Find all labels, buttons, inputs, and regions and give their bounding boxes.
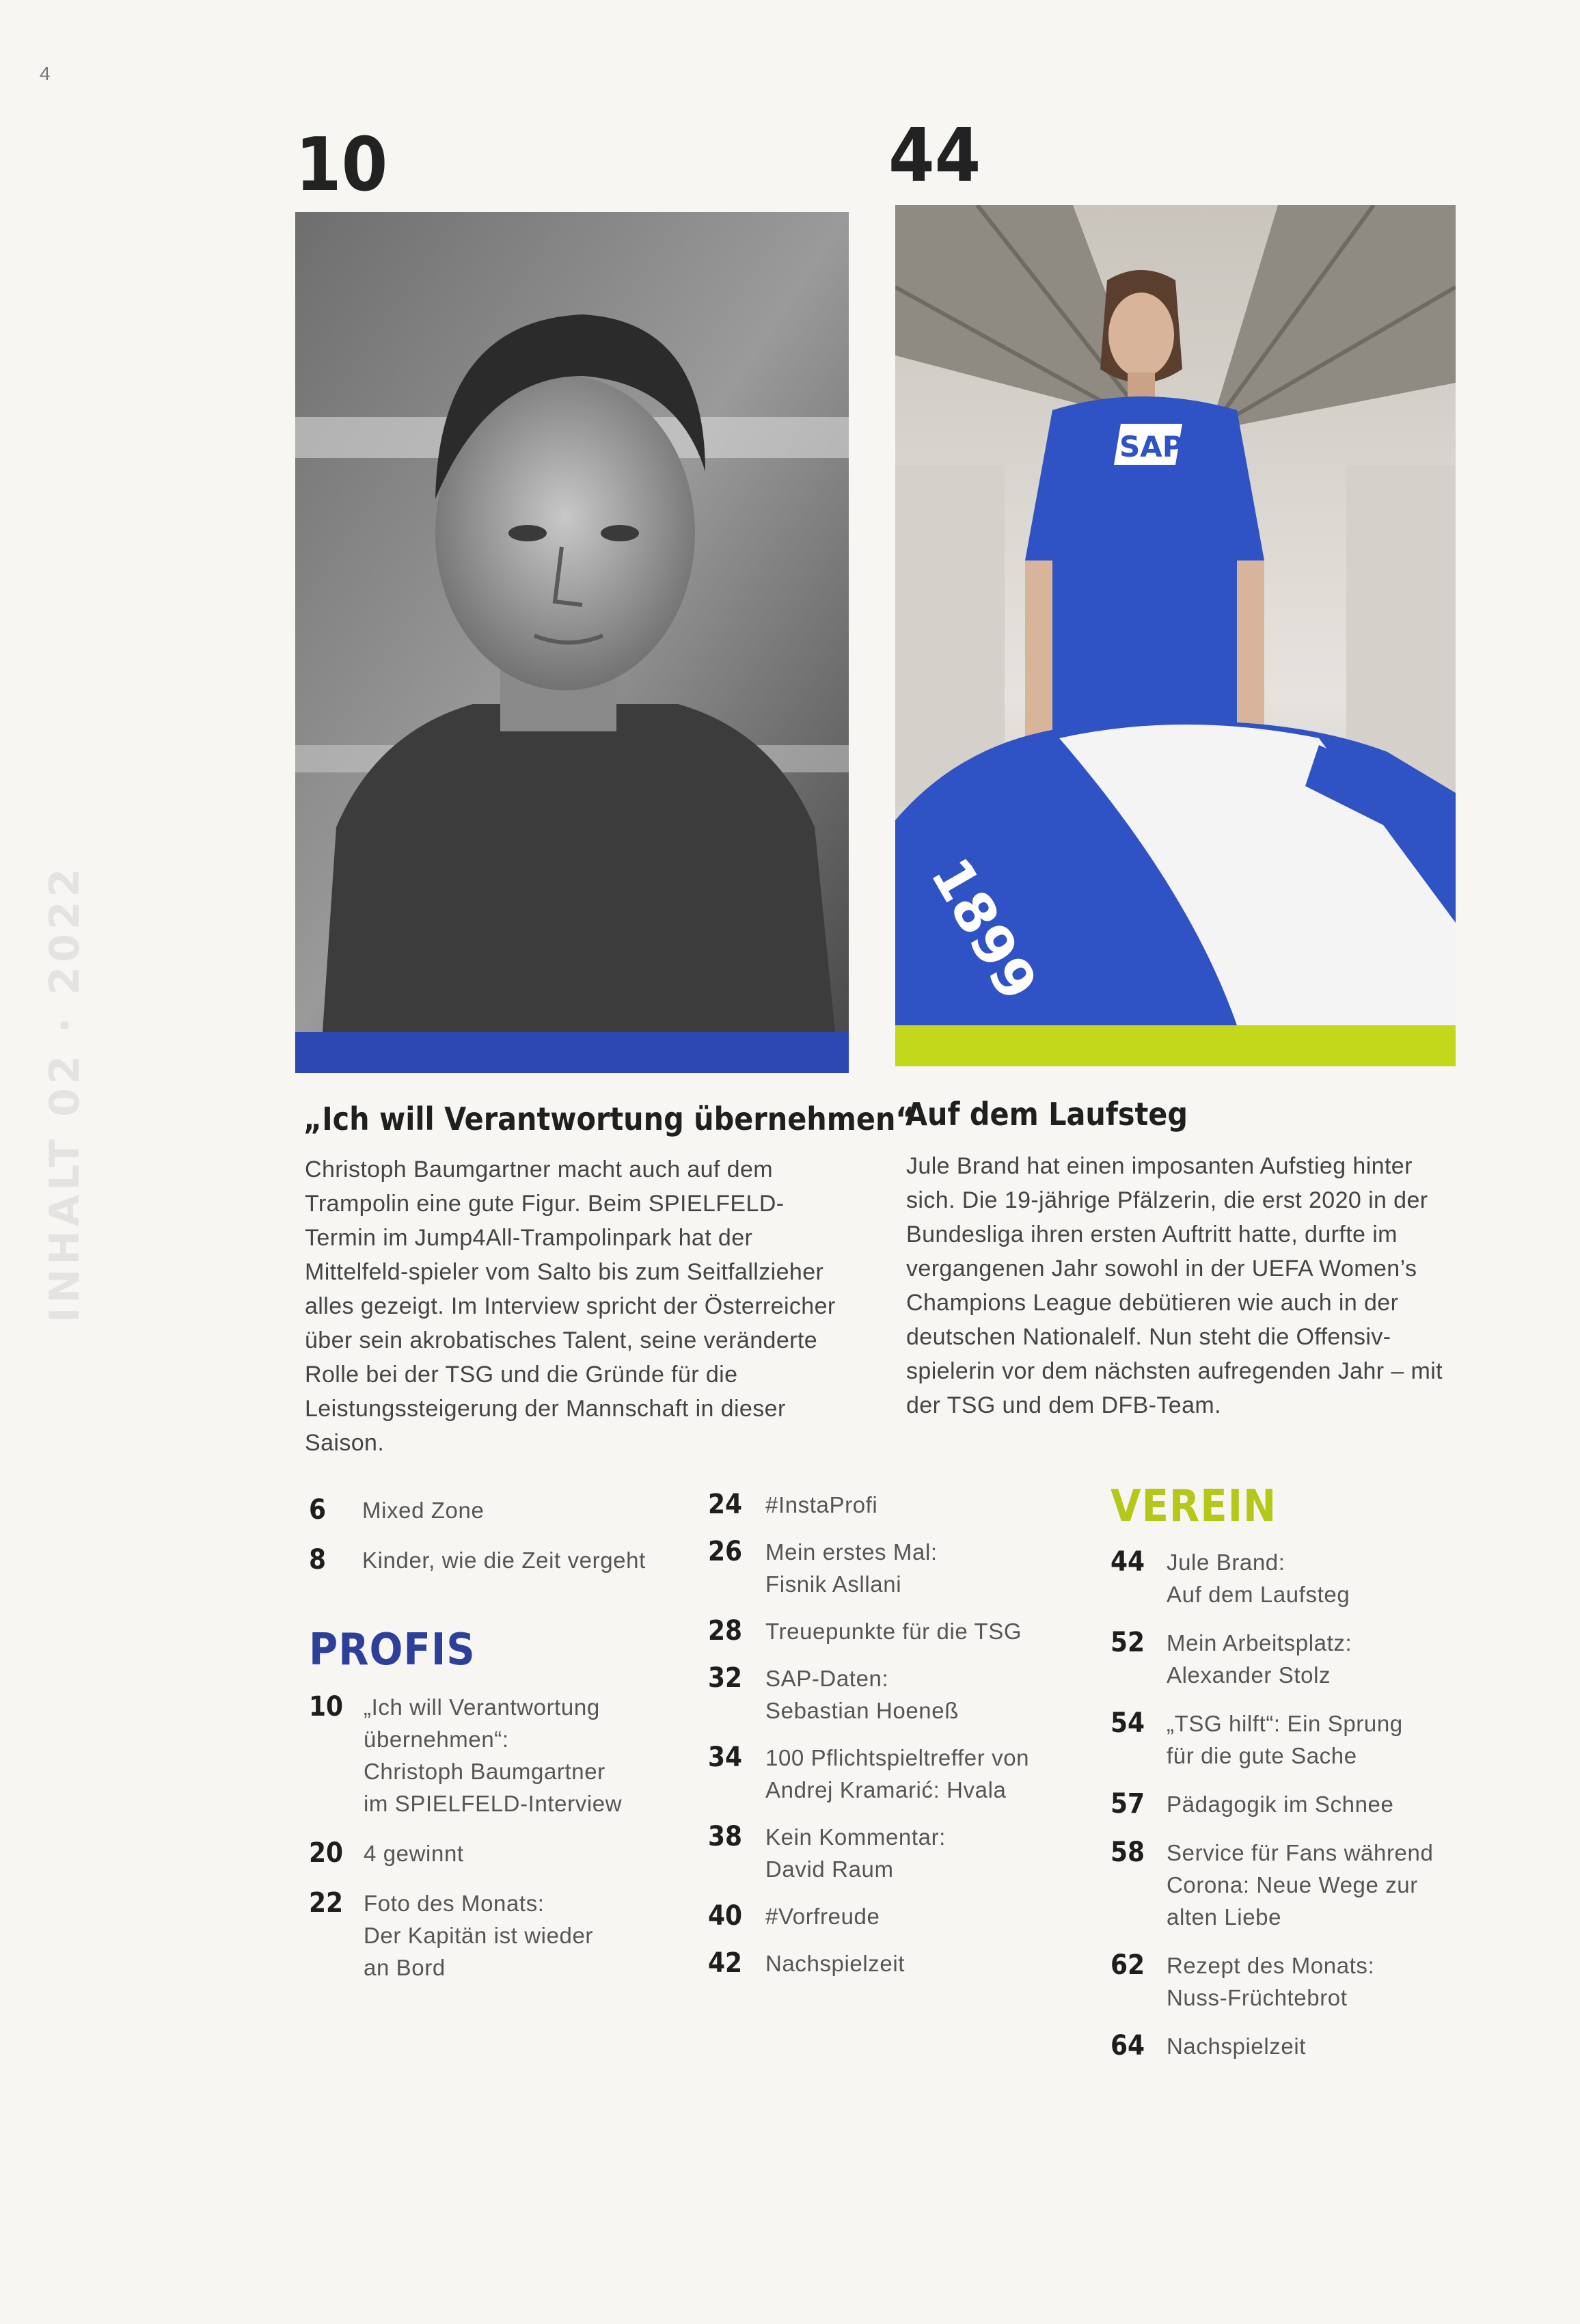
toc-page-number: 58 xyxy=(1111,1837,1145,1868)
toc-entry[interactable] xyxy=(708,1615,1091,1647)
section-heading-verein: VEREIN xyxy=(1111,1481,1277,1532)
toc-entry-verein[interactable] xyxy=(1111,2030,1507,2062)
toc-entry-verein[interactable] xyxy=(1111,1837,1507,1933)
player-with-flag-illustration xyxy=(895,205,1456,1025)
toc-entry-title: Kein Kommentar: David Raum xyxy=(765,1824,946,1882)
toc-page-number: 24 xyxy=(708,1489,743,1520)
toc-entry-verein[interactable] xyxy=(1111,1627,1507,1691)
toc-page-number: 28 xyxy=(708,1615,743,1647)
toc-entry-title: „TSG hilft“: Ein Sprung für die gute Sache xyxy=(1167,1711,1403,1768)
toc-entry-verein[interactable] xyxy=(1111,1949,1507,2014)
toc-page-number: 64 xyxy=(1111,2030,1145,2062)
toc-entry[interactable] xyxy=(708,1742,1091,1806)
toc-page-number: 42 xyxy=(708,1947,743,1979)
toc-entry-profis[interactable] xyxy=(309,1691,692,1820)
toc-entry[interactable] xyxy=(708,1947,1091,1980)
toc-entry-title: SAP-Daten: Sebastian Hoeneß xyxy=(765,1666,959,1723)
toc-page-number: 26 xyxy=(708,1536,743,1567)
toc-entry-title: „Ich will Verantwortung übernehmen“: Christoph Baumgartner im SPIELFELD-Interview xyxy=(364,1694,623,1816)
feature-2-title[interactable]: Auf dem Laufsteg xyxy=(905,1096,1188,1133)
toc-entry-title: Pädagogik im Schnee xyxy=(1167,1792,1394,1817)
toc-column-1 xyxy=(309,1494,692,1594)
toc-entry-verein[interactable] xyxy=(1111,1546,1507,1610)
feature-1-photo[interactable] xyxy=(295,212,849,1032)
feature-1-teaser: Christoph Baumgartner macht auch auf dem Trampolin eine gute Figur. Beim SPIELFELD-Termin im Jump4All-Trampolinpark hat der Mittelfeld-spieler vom Salto bis zum Seitfallzieher alles gezeigt. Im Interview spricht der Österreicher über sein akrobatisches Talent, seine veränderte Rolle bei der TSG und die Gründe für die Leistungssteigerung der Mannschaft in dieser Saison. xyxy=(305,1157,836,1456)
toc-page-number: 57 xyxy=(1111,1788,1145,1820)
feature-2-page-number: 44 xyxy=(888,113,981,199)
toc-page-number: 52 xyxy=(1111,1627,1145,1658)
toc-page-number: 40 xyxy=(708,1900,743,1932)
sap-logo-text: SAP xyxy=(1119,430,1184,463)
toc-entry-title: 100 Pflichtspieltreffer von Andrej Kramarić: Hvala xyxy=(765,1745,1030,1802)
toc-entry[interactable] xyxy=(708,1536,1091,1600)
toc-entry[interactable] xyxy=(708,1662,1091,1727)
portrait-man-illustration xyxy=(295,212,849,1032)
toc-page-number: 8 xyxy=(309,1544,327,1576)
toc-entry-title: #Vorfreude xyxy=(765,1904,880,1929)
toc-entry-title: Rezept des Monats: Nuss-Früchtebrot xyxy=(1167,1953,1375,2010)
toc-entry-title: #InstaProfi xyxy=(765,1492,878,1517)
section-heading-profis: PROFIS xyxy=(309,1625,476,1675)
feature-2-photo[interactable] xyxy=(895,205,1456,1025)
feature-1-title[interactable]: „Ich will Verantwortung übernehmen“ xyxy=(303,1100,914,1137)
toc-entry-profis[interactable] xyxy=(309,1887,692,1984)
toc-entry[interactable] xyxy=(708,1821,1091,1885)
feature-1-page-number: 10 xyxy=(295,122,388,208)
toc-entry-title: Nachspielzeit xyxy=(765,1951,905,1976)
toc-page-number: 44 xyxy=(1111,1546,1145,1578)
toc-page-number: 62 xyxy=(1111,1949,1145,1981)
toc-verein-list xyxy=(1111,1546,1507,2079)
toc-entry-verein[interactable] xyxy=(1111,1707,1507,1772)
toc-entry-title: Service für Fans während Corona: Neue Wege zur alten Liebe xyxy=(1167,1840,1434,1930)
toc-entry-title: Foto des Monats: Der Kapitän ist wieder an Bord xyxy=(364,1891,594,1980)
toc-column-2 xyxy=(708,1489,1091,1995)
toc-entry-title: Nachspielzeit xyxy=(1167,2033,1307,2059)
toc-entry-title: Mixed Zone xyxy=(362,1498,485,1523)
toc-page-number: 22 xyxy=(309,1887,344,1919)
toc-entry-title: Mein erstes Mal: Fisnik Asllani xyxy=(765,1539,938,1597)
toc-entry-title: 4 gewinnt xyxy=(364,1841,464,1866)
feature-2-teaser: Jule Brand hat einen imposanten Aufstieg hinter sich. Die 19-jährige Pfälzerin, die erst 2020 in der Bundesliga ihren ersten Auftritt hatte, durfte im vergangenen Jahr sowohl in der UEFA Women’s Champions League debütieren wie auch in der deutschen Nationalelf. Nun steht die Offensiv-spielerin vor dem nächsten aufregenden Jahr – mit der TSG und dem DFB-Team. xyxy=(906,1153,1443,1418)
toc-page-number: 54 xyxy=(1111,1707,1145,1739)
toc-entry-title: Treuepunkte für die TSG xyxy=(765,1619,1022,1644)
toc-profis-list xyxy=(309,1691,692,2001)
toc-entry[interactable] xyxy=(708,1900,1091,1932)
toc-page-number: 32 xyxy=(708,1662,743,1694)
page-number: 4 xyxy=(40,63,51,84)
toc-entry-profis[interactable] xyxy=(309,1837,692,1869)
flag-number-text: 1899 xyxy=(918,847,1050,1012)
feature-2-accent-bar xyxy=(895,1025,1456,1066)
toc-page-number: 20 xyxy=(309,1837,344,1869)
toc-page-number: 6 xyxy=(309,1494,327,1526)
toc-entry-kinder[interactable] xyxy=(309,1544,692,1576)
toc-entry-title: Jule Brand: Auf dem Laufsteg xyxy=(1167,1550,1350,1607)
toc-entry-title: Kinder, wie die Zeit vergeht xyxy=(362,1548,646,1573)
toc-entry-title: Mein Arbeitsplatz: Alexander Stolz xyxy=(1167,1630,1352,1688)
toc-entry-mixed-zone[interactable] xyxy=(309,1494,692,1526)
toc-entry-verein[interactable] xyxy=(1111,1788,1507,1820)
toc-page-number: 38 xyxy=(708,1821,743,1852)
toc-entry[interactable] xyxy=(708,1489,1091,1521)
feature-1-accent-bar xyxy=(295,1032,849,1073)
toc-page-number: 34 xyxy=(708,1742,743,1773)
toc-page-number: 10 xyxy=(309,1691,344,1722)
issue-side-label: INHALT 02 · 2022 xyxy=(41,864,89,1323)
